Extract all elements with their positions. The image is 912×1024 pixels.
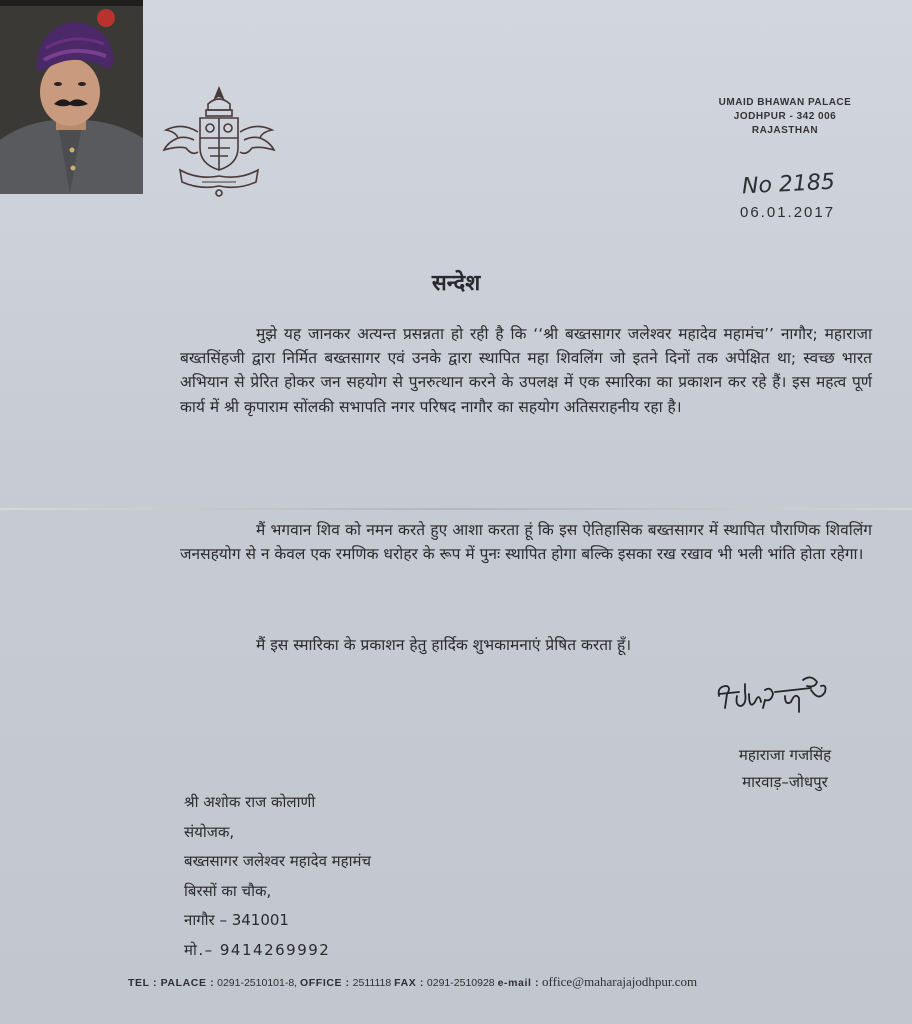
tel-label: TEL : PALACE : — [128, 977, 215, 989]
recipient-phone: मो.– 9414269992 — [184, 940, 331, 959]
office-number: 2511118 — [352, 977, 392, 989]
signer-place: मारवाड़–जोधपुर — [742, 773, 828, 791]
letterhead-footer — [128, 974, 888, 990]
letter-date: 06.01.2017 — [740, 204, 836, 221]
paragraph-2-text: मैं भगवान शिव को नमन करते हुए आशा करता हूं कि इस ऐतिहासिक बख्तसागर में स्थापित पौराणिक शिवलिंग जनसहयोग से न केवल एक रमणिक धरोहर के रूप में पुनः स्थापित होगा बल्कि इसका रख रखाव भी भली भांति होता रहेगा। — [180, 521, 872, 564]
letter-heading: सन्देश — [431, 271, 481, 296]
recipient-name: श्री अशोक राज कोलाणी — [184, 793, 316, 811]
tel-palace: 0291-2510101-8, — [217, 977, 298, 989]
recipient-title: संयोजक, — [184, 822, 235, 841]
handwritten-signature — [715, 672, 835, 722]
signer-name: महाराजा गजसिंह — [738, 746, 832, 764]
recipient-org: बख्तसागर जलेश्वर महादेव महामंच — [184, 852, 372, 870]
message-paragraph-1 — [180, 322, 872, 419]
reference-number: No 2185 — [741, 169, 836, 200]
office-label: OFFICE : — [300, 977, 350, 989]
address-line-1: UMAID BHAWAN PALACE — [718, 97, 852, 108]
paragraph-3-text: मैं इस स्मारिका के प्रकाशन हेतु हार्दिक शुभकामनाएं प्रेषित करता हूँ। — [256, 636, 632, 654]
email-label: e-mail : — [497, 977, 540, 989]
message-paragraph-3 — [180, 633, 872, 657]
email-address: office@maharajajodhpur.com — [542, 974, 698, 989]
address-line-2: JODHPUR - 342 006 — [733, 111, 837, 122]
paper-fold — [0, 508, 912, 510]
address-line-3: RAJASTHAN — [751, 125, 819, 136]
message-paragraph-2 — [180, 518, 872, 566]
fax-label: FAX : — [394, 977, 424, 989]
fax-number: 0291-2510928 — [426, 977, 495, 989]
recipient-area: बिरसों का चौक, — [184, 881, 272, 900]
palace-address — [700, 96, 870, 138]
paragraph-1-text: मुझे यह जानकर अत्यन्त प्रसन्नता हो रही है कि ‘‘श्री बख्तसागर जलेश्वर महादेव महामंच’’ नागौर; महाराजा बख्तसिंहजी द्वारा निर्मित बख्तसागर एवं उनके द्वारा स्थापित महा शिवलिंग जो इतने दिनों तक अपेक्षित था; स्वच्छ भारत अभियान से प्रेरित होकर जन सहयोग से पुनरुत्थान करने के उपलक्ष में एक स्मारिका का प्रकाशन कर रहे हैं। इस महत्व पूर्ण कार्य में श्री कृपाराम सोंलकी सभापति नगर परिषद नागौर का सहयोग अतिसराहनीय रहा है। — [180, 325, 872, 416]
recipient-city: नागौर – 341001 — [184, 911, 289, 929]
recipient-address — [184, 788, 371, 965]
royal-crest-emblem — [158, 86, 280, 198]
signer-block — [690, 742, 880, 796]
portrait-photo — [0, 0, 143, 194]
